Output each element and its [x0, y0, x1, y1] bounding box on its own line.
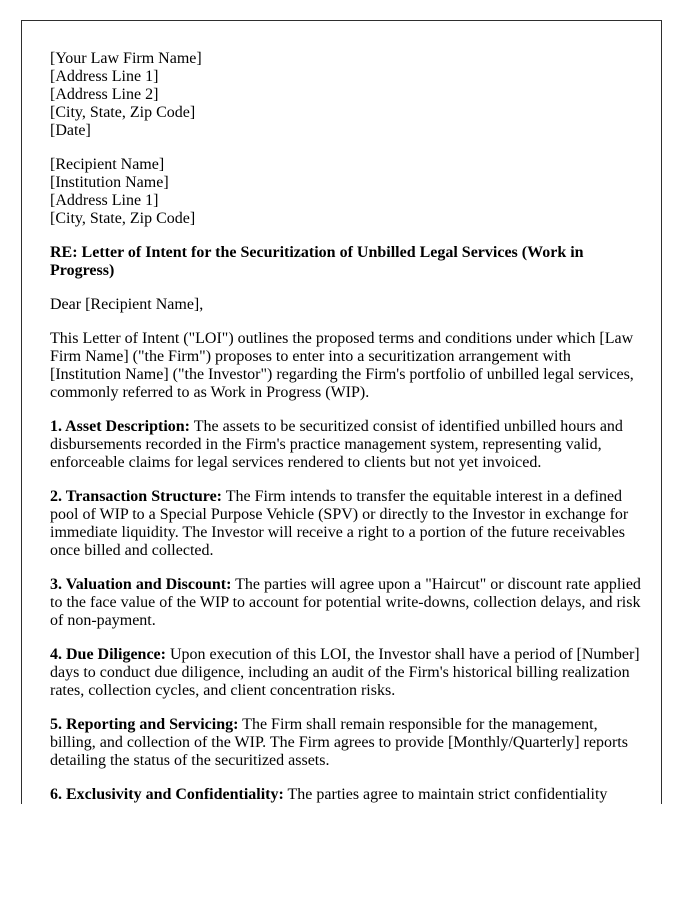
section-heading: 6. Exclusivity and Confidentiality:	[50, 786, 284, 803]
recipient-city-state-zip: [City, State, Zip Code]	[50, 210, 196, 227]
section-heading: 2. Transaction Structure:	[50, 488, 222, 505]
section-heading: 3. Valuation and Discount:	[50, 576, 232, 593]
section-valuation-and-discount	[50, 576, 643, 630]
salutation: Dear [Recipient Name],	[50, 296, 204, 313]
section-heading: 1. Asset Description:	[50, 418, 190, 435]
section-body: The Firm intends to transfer the equitable interest in a defined pool of WIP to a Special Purpose Vehicle (SPV) or directly to the Investor in exchange for immediate liquidity. The Investor will receive a right to a portion of the future receivables once billed and collected.	[50, 488, 629, 559]
sender-firm-name: [Your Law Firm Name]	[50, 50, 202, 67]
letter-date: [Date]	[50, 122, 91, 139]
sender-address-line-1: [Address Line 1]	[50, 68, 159, 85]
section-body: Upon execution of this LOI, the Investor shall have a period of [Number] days to conduct due diligence, including an audit of the Firm's historical billing realization rates, collection cycles, and client concentration risks.	[50, 646, 640, 699]
sender-address-line-2: [Address Line 2]	[50, 86, 159, 103]
section-exclusivity-and-confidentiality	[50, 786, 643, 804]
section-reporting-and-servicing	[50, 716, 643, 770]
intro-paragraph: This Letter of Intent ("LOI") outlines the proposed terms and conditions under which [Law Firm Name] ("the Firm") proposes to enter into a securitization arrangement with [Institution Name] ("the Investor") regarding the Firm's portfolio of unbilled legal services, commonly referred to as Work in Progress (WIP).	[50, 330, 634, 401]
recipient-address-line-1: [Address Line 1]	[50, 192, 159, 209]
section-heading: 5. Reporting and Servicing:	[50, 716, 239, 733]
subject-line: RE: Letter of Intent for the Securitization of Unbilled Legal Services (Work in Progress)	[50, 244, 584, 279]
letter-document	[21, 20, 662, 804]
section-due-diligence	[50, 646, 643, 700]
section-asset-description	[50, 418, 643, 472]
section-transaction-structure	[50, 488, 643, 560]
section-body: The Firm shall remain responsible for the management, billing, and collection of the WIP. The Firm agrees to provide [Monthly/Quarterly] reports detailing the status of the securitized assets.	[50, 716, 628, 769]
section-body: The parties will agree upon a "Haircut" or discount rate applied to the face value of the WIP to account for potential write-downs, collection delays, and risk of non-payment.	[50, 576, 641, 629]
section-body: The parties agree to maintain strict confidentiality	[287, 786, 608, 803]
sender-city-state-zip: [City, State, Zip Code]	[50, 104, 196, 121]
recipient-address-block	[50, 156, 643, 228]
recipient-name: [Recipient Name]	[50, 156, 165, 173]
section-heading: 4. Due Diligence:	[50, 646, 166, 663]
sender-address-block	[50, 50, 643, 140]
recipient-institution-name: [Institution Name]	[50, 174, 169, 191]
section-body: The assets to be securitized consist of identified unbilled hours and disbursements recorded in the Firm's practice management system, representing valid, enforceable claims for legal services rendered to clients but not yet invoiced.	[50, 418, 623, 471]
